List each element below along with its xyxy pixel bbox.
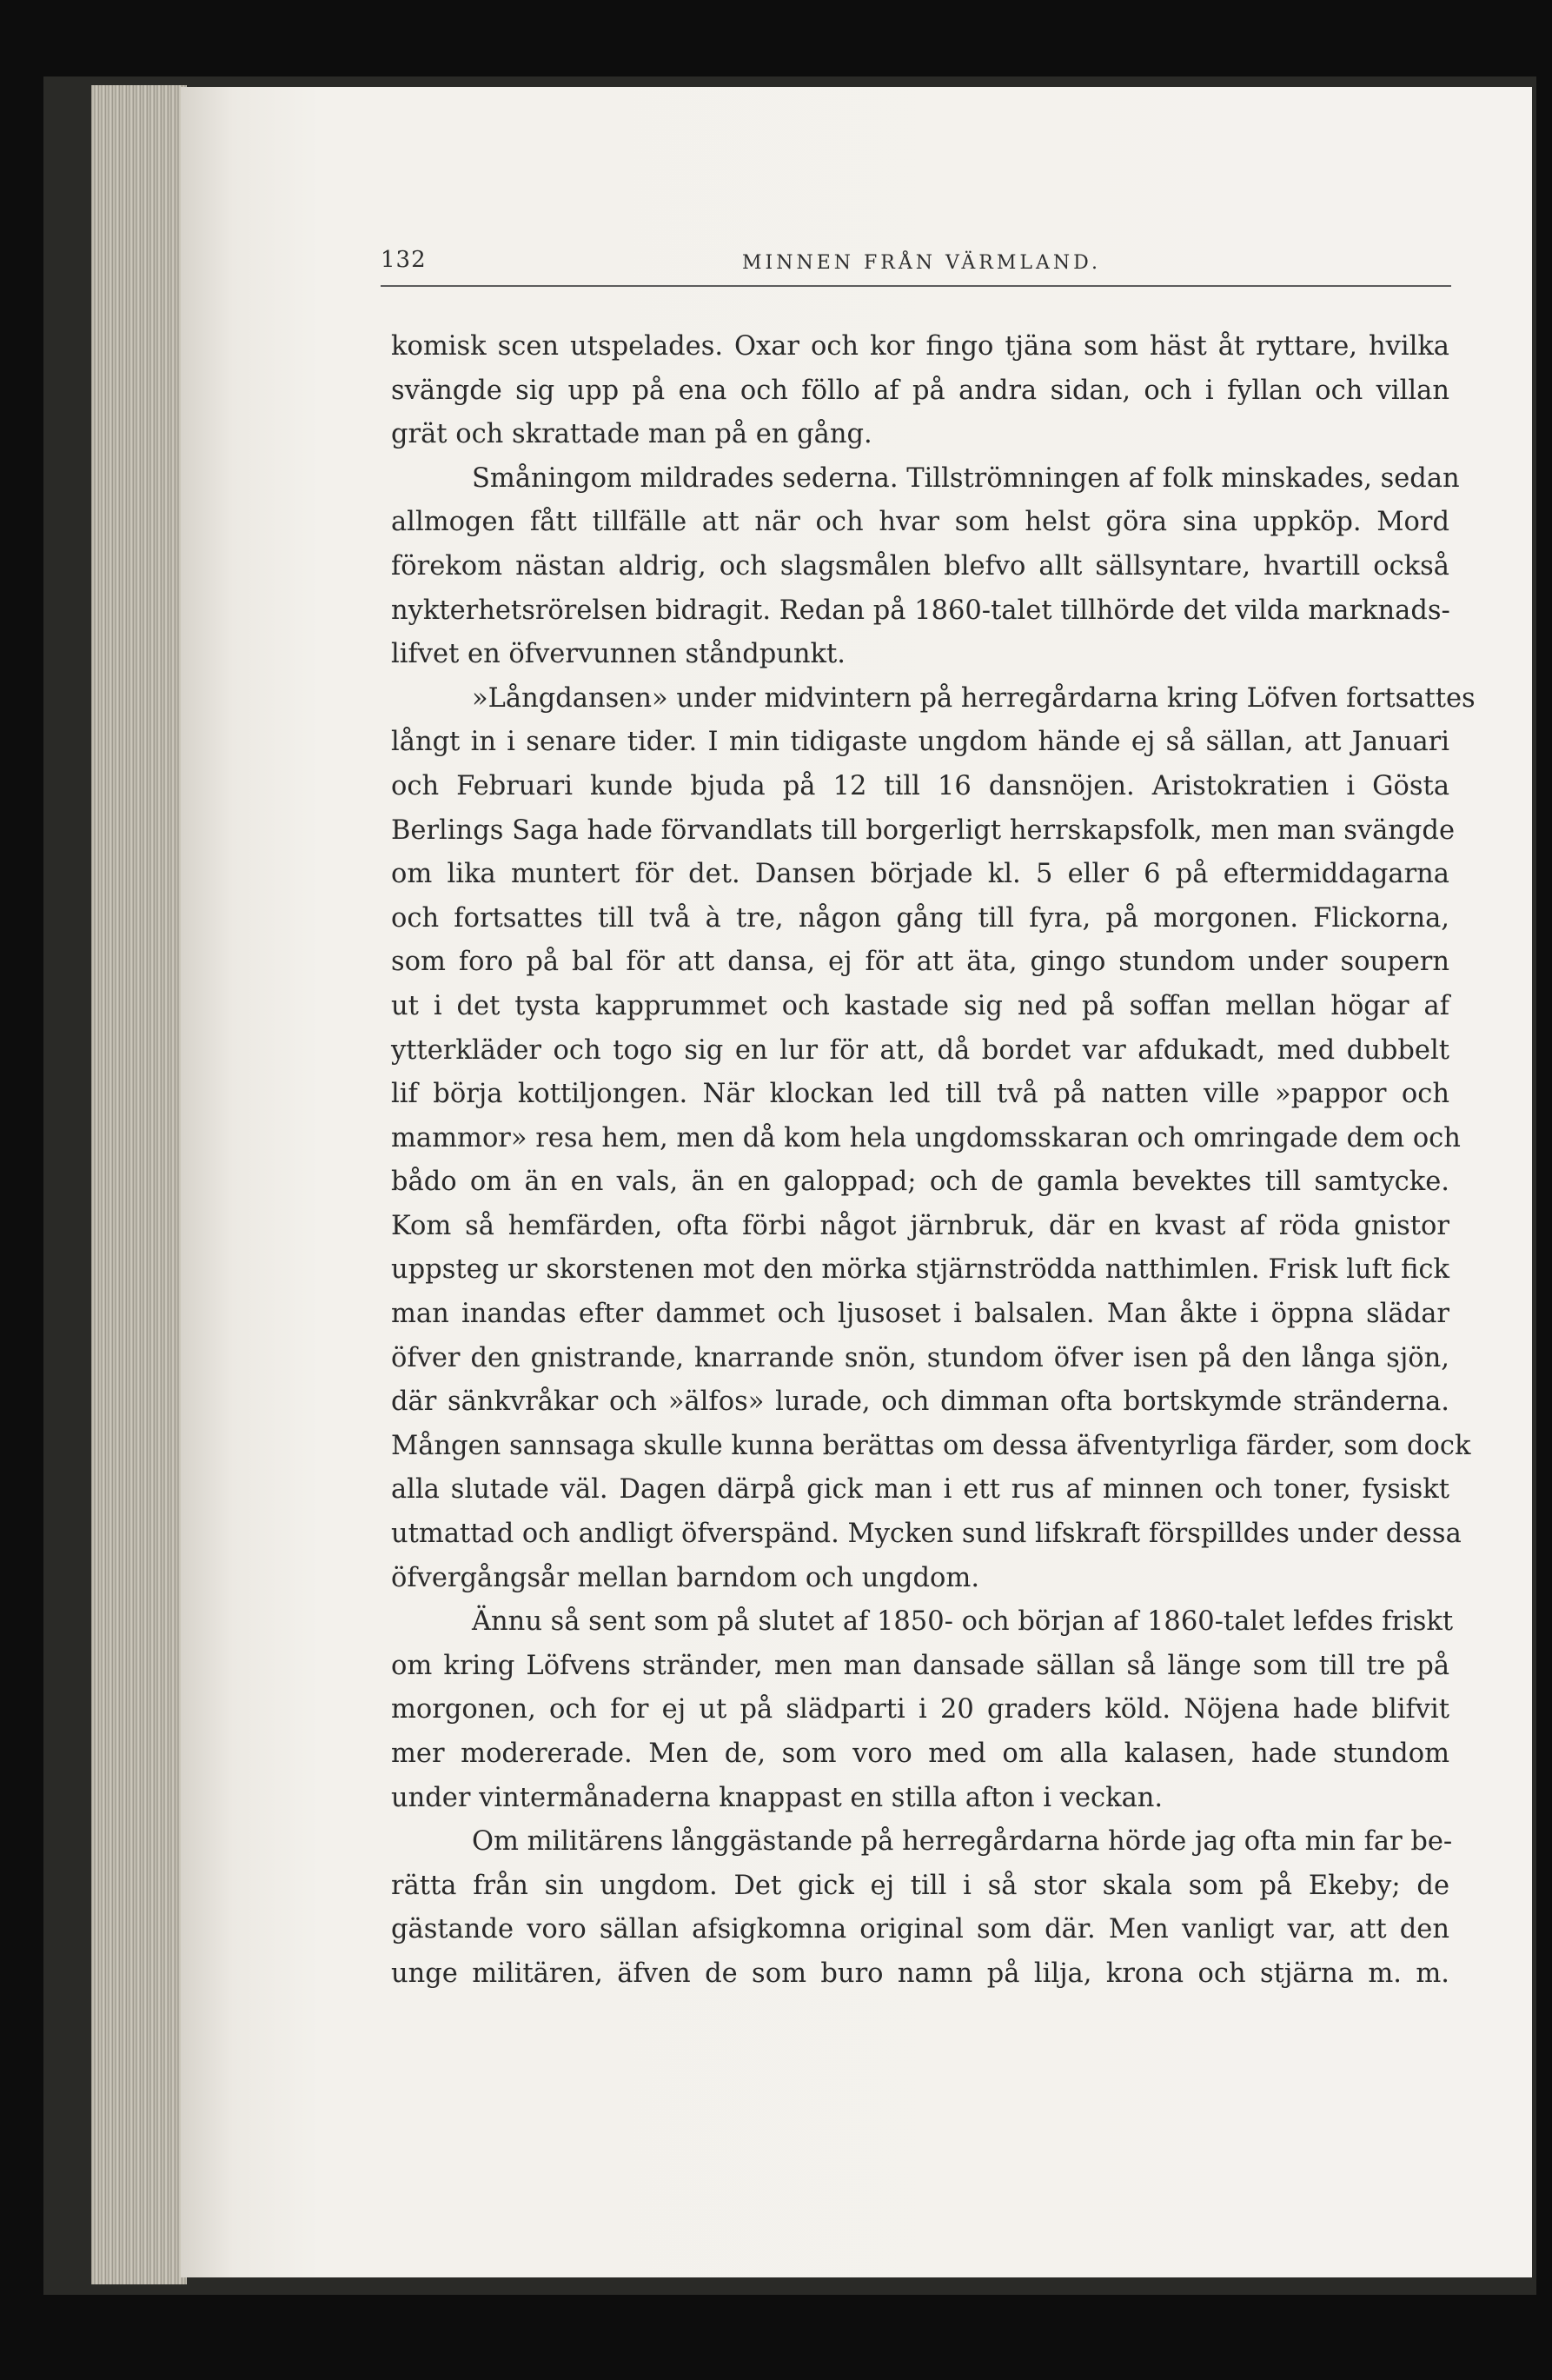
text-line: grät och skrattade man på en gång. (391, 419, 872, 450)
text-line: långt in i senare tider. I min tidigaste ungdom hände ej så sällan, att Januari (391, 727, 1449, 758)
text-line: Ännu så sent som på slutet af 1850- och början af 1860-talet lefdes friskt (472, 1606, 1454, 1638)
text-line: om kring Löfvens stränder, men man dansade sällan så länge som till tre på (391, 1650, 1449, 1681)
text-line: där sänkvråkar och »älfos» lurade, och dimman ofta bortskymde stränderna. (391, 1386, 1449, 1418)
text-line: alla slutade väl. Dagen därpå gick man i ett rus af minnen och toner, fysiskt (391, 1474, 1449, 1506)
text-line: rätta från sin ungdom. Det gick ej till i så stor skala som på Ekeby; de (391, 1870, 1449, 1901)
text-line: Småningom mildrades sederna. Tillströmningen af folk minskades, sedan (472, 462, 1460, 494)
text-line: Kom så hemfärden, ofta förbi något järnbruk, där en kvast af röda gnistor (391, 1210, 1449, 1241)
text-line: »Långdansen» under midvintern på herregårdarna kring Löfven fortsattes (472, 682, 1476, 714)
text-line: ut i det tysta kapprummet och kastade sig ned på soffan mellan högar af (391, 990, 1449, 1021)
running-header (381, 245, 1451, 294)
text-line: komisk scen utspelades. Oxar och kor fingo tjäna som häst åt ryttare, hvilka (391, 331, 1449, 362)
text-line: Berlings Saga hade förvandlats till borgerligt herrskapsfolk, men man svängde (391, 814, 1456, 846)
text-line: Mången sannsaga skulle kunna berättas om dessa äfventyrliga färder, som dock (391, 1430, 1471, 1461)
text-line: förekom nästan aldrig, och slagsmålen blefvo allt sällsyntare, hvartill också (391, 550, 1449, 582)
text-line: Om militärens långgästande på herregårdarna hörde jag ofta min far be- (472, 1826, 1453, 1858)
text-line: öfvergångsår mellan barndom och ungdom. (391, 1562, 980, 1593)
text-line: gästande voro sällan afsigkomna original som där. Men vanligt var, att den (391, 1914, 1449, 1945)
text-line: utmattad och andligt öfverspänd. Mycken sund lifskraft förspilldes under dessa (391, 1519, 1462, 1550)
text-line: bådo om än en vals, än en galoppad; och de gamla bevektes till samtycke. (391, 1167, 1449, 1198)
text-line: uppsteg ur skorstenen mot den mörka stjärnströdda natthimlen. Frisk luft fick (391, 1254, 1449, 1286)
header-rule (381, 285, 1451, 287)
text-line: som foro på bal för att dansa, ej för att äta, gingo stundom under soupern (391, 947, 1449, 978)
running-title: MINNEN FRÅN VÄRMLAND. (742, 252, 1101, 274)
text-line: öfver den gnistrande, knarrande snön, stundom öfver isen på den långa sjön, (391, 1342, 1449, 1373)
book-page-edges (91, 85, 187, 2284)
body-text (391, 325, 1476, 1997)
text-line: mer modererade. Men de, som voro med om alla kalasen, hade stundom (391, 1738, 1449, 1769)
text-line: och Februari kunde bjuda på 12 till 16 dansnöjen. Aristokratien i Gösta (391, 770, 1449, 801)
text-line: ytterkläder och togo sig en lur för att, då bordet var afdukadt, med dubbelt (391, 1034, 1449, 1066)
page-number: 132 (381, 247, 427, 273)
text-line: mammor» resa hem, men då kom hela ungdomsskaran och omringade dem och (391, 1122, 1461, 1153)
text-line: nykterhetsrörelsen bidragit. Redan på 1860-talet tillhörde det vilda marknads- (391, 595, 1450, 626)
text-line: under vintermånaderna knappast en stilla afton i veckan. (391, 1782, 1164, 1813)
text-line: man inandas efter dammet och ljusoset i balsalen. Man åkte i öppna slädar (391, 1299, 1449, 1330)
text-line: lif börja kottiljongen. När klockan led till två på natten ville »pappor och (391, 1079, 1449, 1110)
text-line: allmogen fått tillfälle att när och hvar som helst göra sina uppköp. Mord (391, 507, 1449, 538)
text-line: unge militären, äfven de som buro namn på lilja, krona och stjärna m. m. (391, 1958, 1449, 1989)
text-line: lifvet en öfvervunnen ståndpunkt. (391, 639, 846, 670)
text-line: och fortsattes till två à tre, någon gång till fyra, på morgonen. Flickorna, (391, 902, 1449, 934)
text-line: svängde sig upp på ena och föllo af på andra sidan, och i fyllan och villan (391, 375, 1449, 406)
text-line: morgonen, och for ej ut på slädparti i 20 graders köld. Nöjena hade blifvit (391, 1694, 1449, 1725)
text-line: om lika muntert för det. Dansen började kl. 5 eller 6 på eftermiddagarna (391, 859, 1449, 890)
